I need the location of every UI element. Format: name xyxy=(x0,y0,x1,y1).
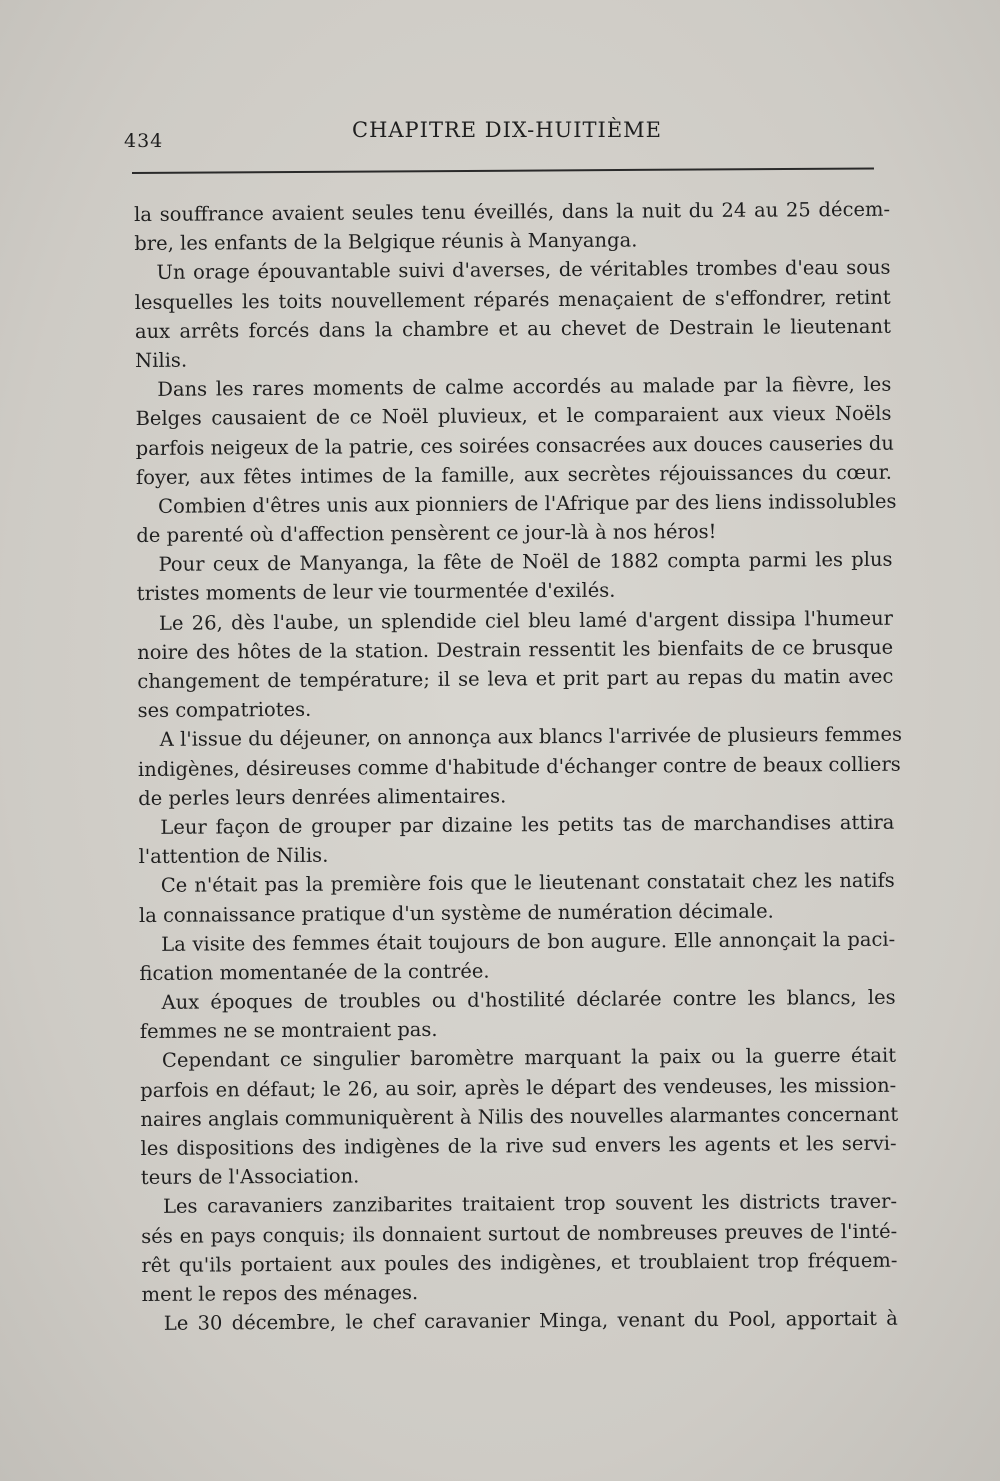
text-line: Un orage épouvantable suivi d'averses, de véritables trombes d'eau sous xyxy=(156,256,891,285)
text-line: Leur façon de grouper par dizaine les petits tas de marchandises attira xyxy=(160,810,895,839)
text-line: A l'issue du déjeuner, on annonça aux blancs l'arrivée de plusieurs femmes xyxy=(159,723,903,752)
text-line: naires anglais communiquèrent à Nilis des nouvelles alarmantes concernant xyxy=(140,1102,899,1131)
text-line: l'attention de Nilis. xyxy=(138,843,329,869)
text-line: tristes moments de leur vie tourmentée d'exilés. xyxy=(136,579,616,606)
text-line: ses compatriotes. xyxy=(137,697,312,723)
text-line: Le 30 décembre, le chef caravanier Minga, venant du Pool, apportait à xyxy=(163,1306,898,1335)
text-line: noire des hôtes de la station. Destrain ressentit les bienfaits de ce brusque xyxy=(137,635,894,664)
text-line: Cependant ce singulier baromètre marquant la paix ou la guerre était xyxy=(161,1044,897,1073)
text-line: femmes ne se montraient pas. xyxy=(139,1018,438,1044)
text-line: teurs de l'Association. xyxy=(140,1164,360,1190)
chapter-title: CHAPITRE DIX-HUITIÈME xyxy=(352,118,662,142)
body-text xyxy=(134,195,903,1339)
text-line: lesquelles les toits nouvellement réparés menaçaient de s'effondrer, retint xyxy=(134,285,891,314)
text-line: Aux époques de troubles ou d'hostilité déclarée contre les blancs, les xyxy=(161,985,896,1014)
text-line: Les caravaniers zanzibarites traitaient trop souvent les districts traver- xyxy=(162,1190,898,1219)
running-head xyxy=(124,116,884,156)
text-line: ment le repos des ménages. xyxy=(141,1280,419,1306)
text-line: Le 26, dès l'aube, un splendide ciel bleu lamé d'argent dissipa l'humeur xyxy=(158,606,894,635)
text-line: aux arrêts forcés dans la chambre et au chevet de Destrain le lieutenant xyxy=(134,314,891,343)
text-line: la souffrance avaient seules tenu éveillés, dans la nuit du 24 au 25 décem- xyxy=(134,197,891,226)
text-line: indigènes, désireuses comme d'habitude d'échanger contre de beaux colliers xyxy=(137,752,901,781)
text-line: rêt qu'ils portaient aux poules des indigènes, et troublaient trop fréquem- xyxy=(141,1248,898,1277)
text-line: fication momentanée de la contrée. xyxy=(139,959,490,985)
text-line: Combien d'êtres unis aux pionniers de l'Afrique par des liens indissolubles xyxy=(158,489,897,518)
page-number: 434 xyxy=(124,130,164,152)
text-line: foyer, aux fêtes intimes de la famille, aux secrètes réjouissances du cœur. xyxy=(135,460,892,489)
text-line: Pour ceux de Manyanga, la fête de Noël de 1882 compta parmi les plus xyxy=(158,547,893,577)
text-line: Ce n'était pas la première fois que le lieutenant constatait chez les natifs xyxy=(160,869,895,898)
text-line: sés en pays conquis; ils donnaient surtout de nombreuses preuves de l'inté- xyxy=(141,1219,898,1248)
text-line: bre, les enfants de la Belgique réunis à Manyanga. xyxy=(134,228,638,256)
text-line: parfois en défaut; le 26, au soir, après le départ des vendeuses, les mission- xyxy=(140,1073,897,1102)
text-line: La visite des femmes était toujours de bon augure. Elle annonçait la paci- xyxy=(161,927,896,956)
text-line: les dispositions des indigènes de la rive sud envers les agents et les servi- xyxy=(140,1131,897,1160)
text-line: parfois neigeux de la patrie, ces soirées consacrées aux douces causeries du xyxy=(135,431,894,460)
text-line: Nilis. xyxy=(135,348,188,372)
text-line: de parenté où d'affection pensèrent ce jour-là à nos héros! xyxy=(136,520,717,548)
text-line: la connaissance pratique d'un système de numération décimale. xyxy=(138,899,774,927)
header-rule xyxy=(132,167,874,174)
text-line: changement de température; il se leva et prit part au repas du matin avec xyxy=(137,664,894,693)
text-line: Belges causaient de ce Noël pluvieux, et le comparaient aux vieux Noëls xyxy=(135,402,892,431)
text-line: Dans les rares moments de calme accordés au malade par la fièvre, les xyxy=(157,372,892,401)
text-line: de perles leurs denrées alimentaires. xyxy=(138,784,507,810)
